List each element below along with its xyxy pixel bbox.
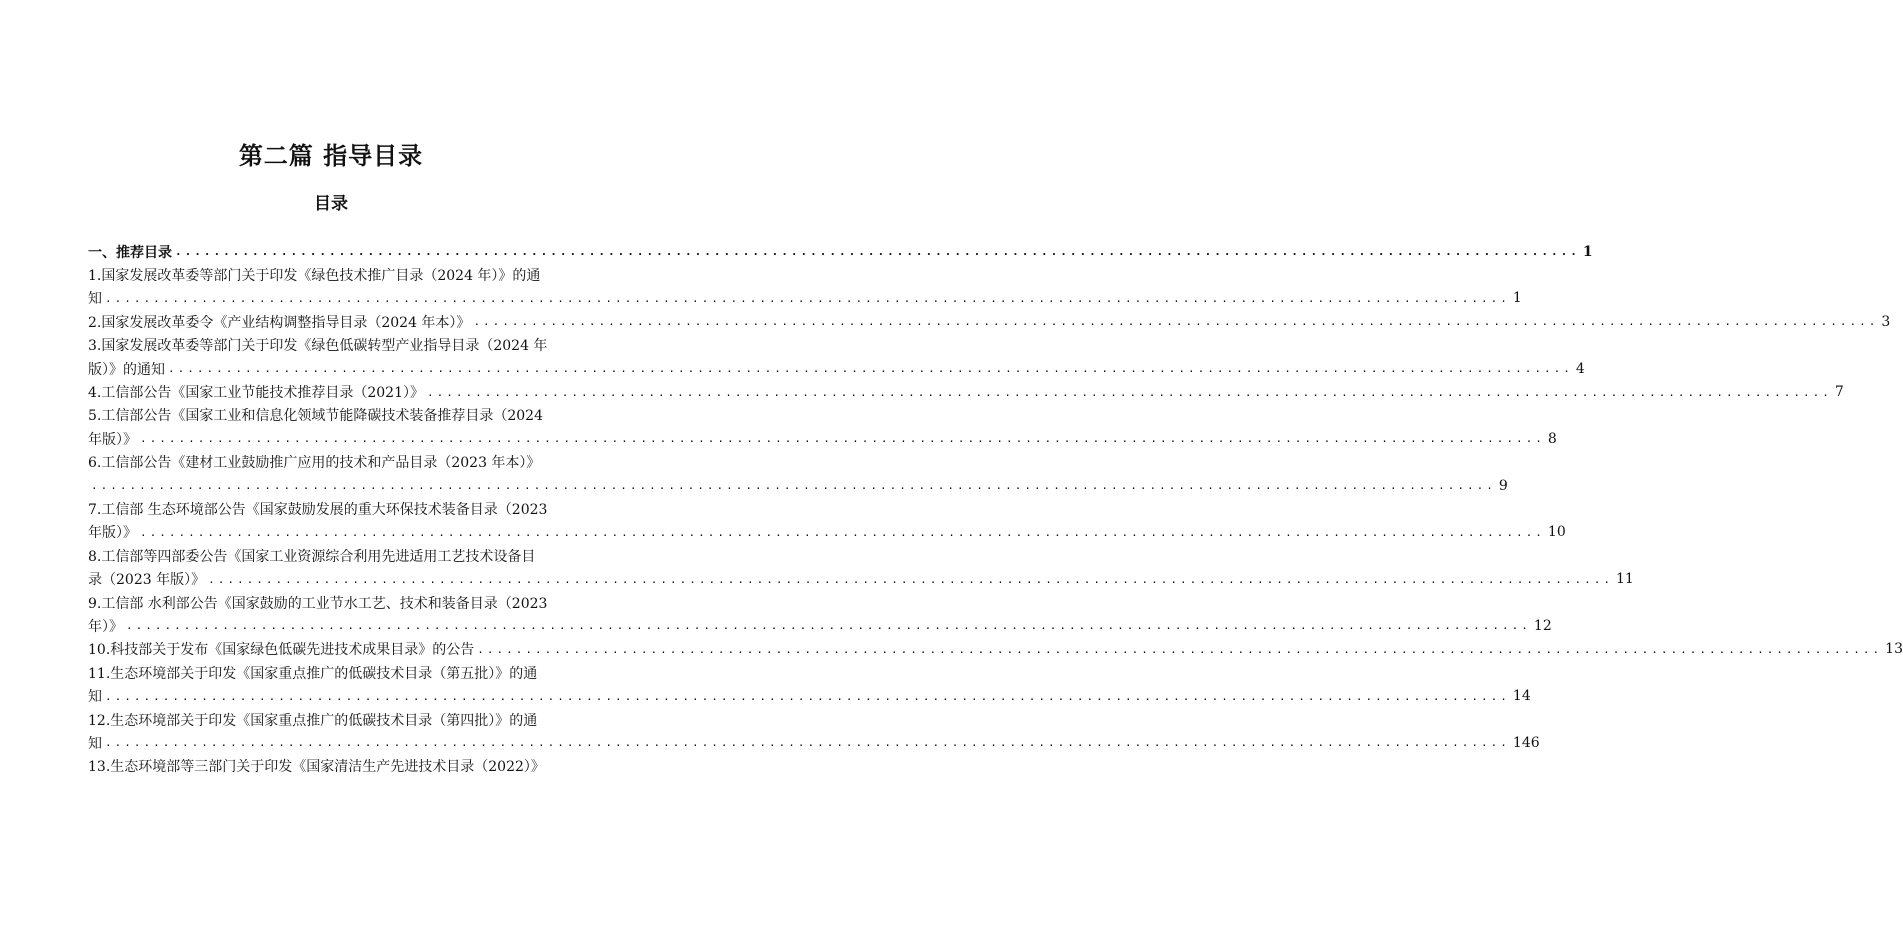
toc-entry-text: 录（2023 年版）》	[88, 572, 206, 589]
toc-entry-line[interactable]	[88, 521, 1566, 544]
toc-page-number: 7	[1834, 384, 1844, 401]
toc-entry-line[interactable]	[88, 427, 1557, 450]
toc-entry-text: 4.工信部公告《国家工业节能技术推荐目录（2021）》	[88, 385, 424, 402]
toc-entry-line[interactable]	[88, 451, 582, 474]
toc-page-number: 4	[1575, 360, 1585, 377]
toc-entry-text: 版）》的通知	[88, 361, 165, 378]
toc-entry-line[interactable]	[88, 404, 582, 427]
toc-entry-text: 13.生态环境部等三部门关于印发《国家清洁生产先进技术目录（2022）》	[88, 759, 545, 776]
page-title: 第二篇 指导目录	[238, 141, 424, 170]
toc-entry-text: 7.工信部 生态环境部公告《国家鼓励发展的重大环保技术装备目录（2023	[88, 501, 548, 518]
toc-entry-line[interactable]	[88, 731, 1540, 754]
toc-page-number: 13	[1885, 641, 1903, 658]
toc-entry-text: 年版）》	[88, 431, 137, 448]
toc-dot-leader: ..................................................................................................................................................	[91, 479, 1496, 493]
toc-entry-line[interactable]	[88, 380, 1844, 403]
toc-entry-text: 年）》	[88, 618, 123, 635]
toc-dot-leader: ..................................................................................................................................................	[473, 315, 1879, 329]
toc-entry-line[interactable]	[88, 638, 1903, 661]
toc-entry-text: 3.国家发展改革委等部门关于印发《绿色低碳转型产业指导目录（2024 年	[88, 338, 548, 355]
toc-page-number: 12	[1533, 617, 1552, 634]
toc-page-number: 146	[1512, 734, 1540, 751]
toc-entry-text: 6.工信部公告《建材工业鼓励推广应用的技术和产品目录（2023 年本）》	[88, 455, 541, 472]
toc-entry-text: 知	[88, 291, 102, 308]
toc-page-number: 1	[1582, 243, 1593, 260]
toc-entry-text: 8.工信部等四部委公告《国家工业资源综合利用先进适用工艺技术设备目	[88, 548, 536, 565]
toc-entry-text: 一、推荐目录	[88, 244, 172, 261]
toc-dot-leader: ..................................................................................................................................................	[175, 245, 1580, 259]
table-of-contents	[88, 240, 1903, 778]
toc-dot-leader: ..................................................................................................................................................	[477, 642, 1883, 656]
toc-entry-line[interactable]	[88, 310, 1891, 333]
toc-dot-leader: ..................................................................................................................................................	[168, 362, 1573, 376]
toc-entry-text: 年版）》	[88, 525, 137, 542]
toc-entry-line[interactable]	[88, 755, 582, 778]
toc-dot-leader: ..................................................................................................................................................	[140, 432, 1545, 446]
toc-dot-leader: ..................................................................................................................................................	[126, 619, 1531, 633]
toc-entry-line[interactable]	[88, 661, 582, 684]
toc-page-number: 14	[1512, 688, 1531, 705]
toc-entry-line[interactable]	[88, 334, 582, 357]
toc-dot-leader: ..................................................................................................................................................	[105, 689, 1510, 703]
toc-entry-line[interactable]	[88, 567, 1634, 590]
toc-entry-line[interactable]	[88, 544, 582, 567]
toc-page-number: 9	[1498, 477, 1508, 494]
toc-entry-text: 12.生态环境部关于印发《国家重点推广的低碳技术目录（第四批）》的通	[88, 712, 538, 729]
toc-entry-text: 知	[88, 735, 102, 752]
toc-entry-line[interactable]	[88, 591, 582, 614]
toc-page-number: 10	[1547, 524, 1566, 541]
toc-heading: 目录	[314, 194, 348, 214]
toc-entry-line[interactable]	[88, 614, 1552, 637]
toc-entry-line[interactable]	[88, 357, 1585, 380]
toc-entry-line[interactable]	[88, 684, 1531, 707]
toc-dot-leader: ..................................................................................................................................................	[427, 385, 1832, 399]
toc-entry-text: 2.国家发展改革委令《产业结构调整指导目录（2024 年本）》	[88, 314, 471, 331]
toc-page-number: 3	[1881, 313, 1891, 330]
toc-entry-text: 10.科技部关于发布《国家绿色低碳先进技术成果目录》的公告	[88, 642, 475, 659]
toc-page-number: 1	[1512, 290, 1522, 307]
toc-entry-text: 知	[88, 689, 102, 706]
toc-entry-text: 5.工信部公告《国家工业和信息化领域节能降碳技术装备推荐目录（2024	[88, 408, 543, 425]
toc-entry-line[interactable]	[88, 474, 1508, 497]
toc-entry-line[interactable]	[88, 263, 582, 286]
toc-entry-line[interactable]	[88, 708, 582, 731]
toc-dot-leader: ..................................................................................................................................................	[140, 525, 1545, 539]
toc-entry-line[interactable]	[88, 497, 582, 520]
toc-page-number: 8	[1547, 430, 1557, 447]
toc-dot-leader: ..................................................................................................................................................	[105, 291, 1510, 305]
toc-entry-text: 1.国家发展改革委等部门关于印发《绿色技术推广目录（2024 年）》的通	[88, 268, 541, 285]
toc-dot-leader: ..................................................................................................................................................	[208, 572, 1613, 586]
toc-entry-line[interactable]	[88, 240, 1593, 263]
toc-dot-leader: ..................................................................................................................................................	[105, 736, 1510, 750]
toc-entry-text: 9.工信部 水利部公告《国家鼓励的工业节水工艺、技术和装备目录（2023	[88, 595, 548, 612]
toc-entry-line[interactable]	[88, 287, 1522, 310]
toc-page-number: 11	[1616, 571, 1634, 588]
toc-entry-text: 11.生态环境部关于印发《国家重点推广的低碳技术目录（第五批）》的通	[88, 665, 538, 682]
